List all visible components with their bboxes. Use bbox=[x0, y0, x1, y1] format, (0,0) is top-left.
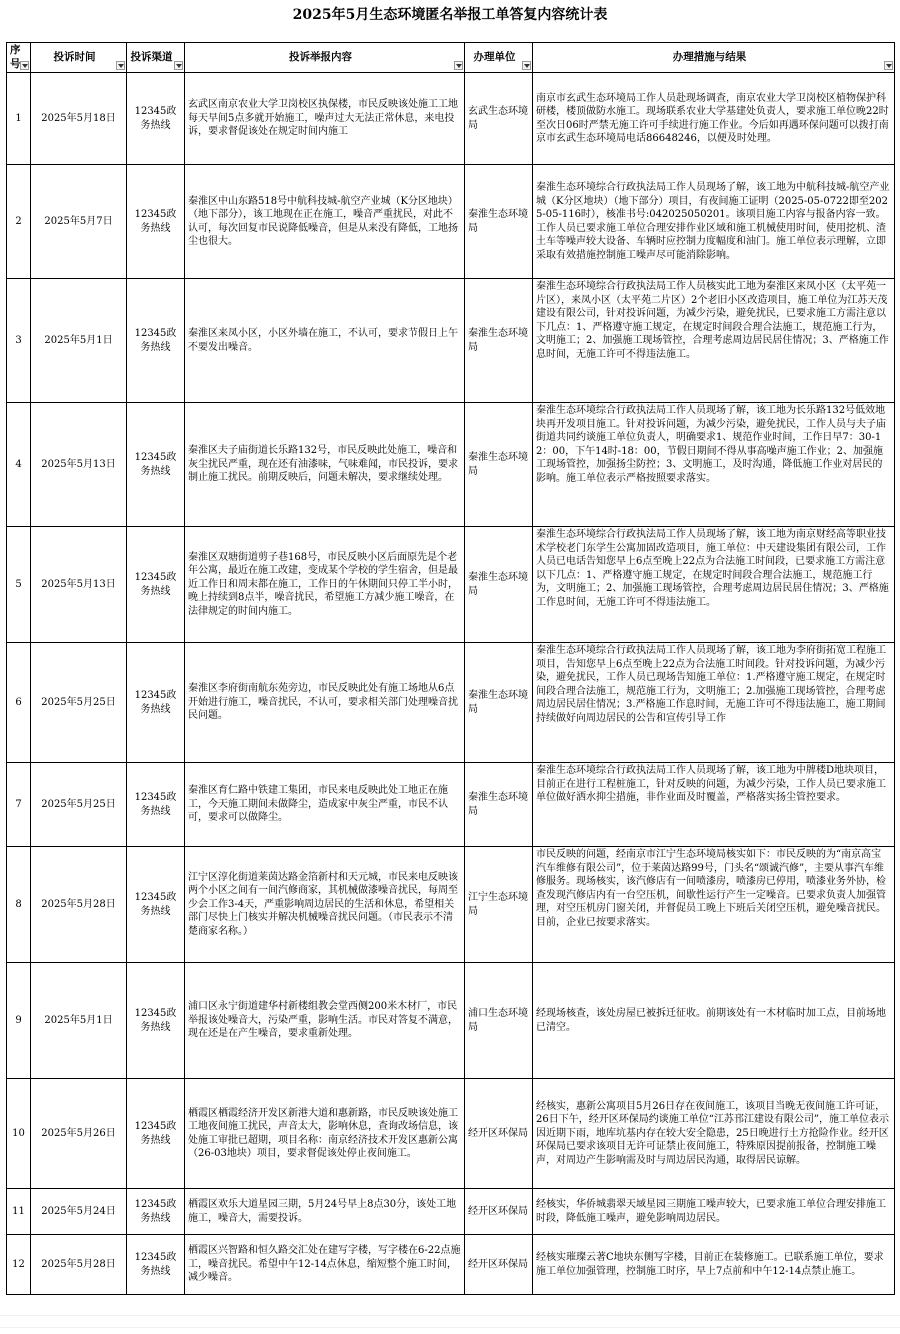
cell-time: 2025年5月7日 bbox=[31, 165, 127, 279]
table-row bbox=[7, 527, 895, 643]
page-title: 2025年5月生态环境匿名举报工单答复内容统计表 bbox=[292, 7, 608, 23]
cell-unit: 玄武生态环境局 bbox=[465, 73, 533, 165]
header-channel bbox=[127, 43, 185, 73]
cell-result: 经现场核查，该处房屋已被拆迁征收。前期该处有一木材临时加工点，目前场地已清空。 bbox=[533, 963, 895, 1079]
header-result-label: 办理措施与结果 bbox=[672, 50, 747, 63]
header-seq bbox=[7, 43, 31, 73]
cell-time: 2025年5月13日 bbox=[31, 403, 127, 527]
table-row bbox=[7, 1235, 895, 1295]
header-unit-label: 办理单位 bbox=[473, 50, 516, 63]
cell-time: 2025年5月25日 bbox=[31, 763, 127, 847]
cell-time: 2025年5月24日 bbox=[31, 1189, 127, 1235]
header-seq-label: 序号 bbox=[10, 44, 21, 70]
cell-time: 2025年5月18日 bbox=[31, 73, 127, 165]
cell-time: 2025年5月28日 bbox=[31, 847, 127, 963]
cell-channel: 12345政务热线 bbox=[127, 1235, 185, 1295]
table-row bbox=[7, 963, 895, 1079]
cell-content: 浦口区永宁街道建华村新楼组教会堂西侧200米木材厂，市民举报该处噪音大，污染严重，影响生活。市民对答复不满意，现在还是在产生噪音，要求重新处理。 bbox=[185, 963, 465, 1079]
cell-channel: 12345政务热线 bbox=[127, 963, 185, 1079]
cell-unit: 秦淮生态环境局 bbox=[465, 763, 533, 847]
cell-unit: 秦淮生态环境局 bbox=[465, 643, 533, 763]
cell-time: 2025年5月28日 bbox=[31, 1235, 127, 1295]
cell-unit: 秦淮生态环境局 bbox=[465, 165, 533, 279]
cell-seq: 7 bbox=[7, 763, 31, 847]
cell-result: 秦淮生态环境综合行政执法局工作人员现场了解，该工地为南京财经高等职业技术学校老门东学生公寓加固改造项目，施工单位：中天建设集团有限公司，工作人员已电话告知您早上6点至晚上22点为合法施工时间段，已要求施工方需注意以下几点：1、严格遵守施工规定，在规定时间段合理合法施工，规范施工行为，文明施工；2、加强施工现场管控，合理考虑周边居民居住情况；3、严格施工作息时间，无施工许可不得违法施工。 bbox=[533, 527, 895, 643]
cell-content: 玄武区南京农业大学卫岗校区执保楼，市民反映该处施工工地每天早间5点多就开始施工，噪声过大无法正常休息，来电投诉，要求督促该处在规定时间内施工 bbox=[185, 73, 465, 165]
cell-content: 栖霞区栖霞经济开发区新港大道和惠新路，市民反映该处施工工地夜间施工扰民，声音太大，影响休息，查询改场信息，该处施工审批已超期，项目名称：南京经济技术开发区惠新公寓（26-03地块）项目，要求督促该处停止夜间施工。 bbox=[185, 1079, 465, 1189]
cell-result: 秦淮生态环境综合行政执法局工作人员现场了解，该工地为中航科技城-航空产业城（K分区地块）（地下部分）项目，有夜间施工证明（2025-05-0722即至2025-05-116时），核准书号:042025050201。该项目施工内容与报备内容一致。工作人员已要求施工单位合理安排作业区域和施工机械使用时间，使用挖机、渣土车等噪声较大设备、车辆时应控制力度幅度和油门。施工单位表示理解，立即采取有效措施控制施工噪声尽可能消除影响。 bbox=[533, 165, 895, 279]
cell-seq: 9 bbox=[7, 963, 31, 1079]
cell-content: 栖霞区欢乐大道星园三期，5月24号早上8点30分，该处工地施工，噪音大，需要投诉。 bbox=[185, 1189, 465, 1235]
cell-content: 栖霞区兴智路和恒久路交汇处在建写字楼，写字楼在6-22点施工，噪音扰民。希望中午12-14点休息，缩短整个施工时间，减少噪音。 bbox=[185, 1235, 465, 1295]
cell-content: 秦淮区来凤小区，小区外墙在施工，不认可，要求节假日上午不要发出噪音。 bbox=[185, 279, 465, 403]
cell-unit: 经开区环保局 bbox=[465, 1235, 533, 1295]
cell-content: 江宁区淳化街道莱茵达路金箔新村和天元城，市民来电反映该两个小区之间有一间汽修商家，其机械做漆噪音扰民，每周至少会工作3-4天，严重影响周边居民的生活和休息，希望相关部门尽快上门核实并解决机械噪音扰民问题。（市民表示不清楚商家名称。） bbox=[185, 847, 465, 963]
table-row bbox=[7, 1189, 895, 1235]
table-row bbox=[7, 73, 895, 165]
cell-unit: 秦淮生态环境局 bbox=[465, 527, 533, 643]
cell-result: 秦淮生态环境综合行政执法局工作人员现场了解，该工地为中牌楼D地块项目，目前正在进行工程桩施工，针对反映的问题，为减少污染，工作人员已要求施工单位做好洒水抑尘措施，非作业面及时覆盖，严格落实扬尘管控要求。 bbox=[533, 763, 895, 847]
filter-dropdown-icon[interactable] bbox=[454, 61, 463, 70]
cell-content: 秦淮区中山东路518号中航科技城-航空产业城（K分区地块）（地下部分），该工地现在正在施工，噪音严重扰民，对此不认可，每次回复市民说降低噪音，但是从来没有降低，工地扬尘也很大。 bbox=[185, 165, 465, 279]
cell-seq: 4 bbox=[7, 403, 31, 527]
cell-channel: 12345政务热线 bbox=[127, 643, 185, 763]
cell-result: 经核实璀璨云著C地块东侧写字楼，目前正在装修施工。已联系施工单位，要求施工单位加强管理，控制施工时序，早上7点前和中午12-14点禁止施工。 bbox=[533, 1235, 895, 1295]
cell-channel: 12345政务热线 bbox=[127, 527, 185, 643]
header-content bbox=[185, 43, 465, 73]
cell-channel: 12345政务热线 bbox=[127, 73, 185, 165]
cell-seq: 6 bbox=[7, 643, 31, 763]
table-row bbox=[7, 279, 895, 403]
cell-unit: 秦淮生态环境局 bbox=[465, 403, 533, 527]
cell-channel: 12345政务热线 bbox=[127, 1079, 185, 1189]
table-row bbox=[7, 847, 895, 963]
cell-seq: 12 bbox=[7, 1235, 31, 1295]
filter-dropdown-icon[interactable] bbox=[174, 61, 183, 70]
cell-content: 秦淮区李府街南航东苑旁边，市民反映此处有施工场地从6点开始进行施工，噪音扰民，不认可，要求相关部门处理噪音扰民问题。 bbox=[185, 643, 465, 763]
cell-time: 2025年5月25日 bbox=[31, 643, 127, 763]
cell-content: 秦淮区双塘街道剪子巷168号，市民反映小区后面原先是个老年公寓，最近在施工改建，变成某个学校的学生宿舍，但是最近工作日和周末都在施工，工作日的午休期间只停工半小时，晚上持续到8点半，噪音扰民，希望施工方减少施工噪音，在法律规定的时间内施工。 bbox=[185, 527, 465, 643]
cell-time: 2025年5月1日 bbox=[31, 963, 127, 1079]
complaint-table bbox=[6, 42, 895, 1295]
table-row bbox=[7, 763, 895, 847]
table-row bbox=[7, 165, 895, 279]
header-result bbox=[533, 43, 895, 73]
filter-dropdown-icon[interactable] bbox=[522, 61, 531, 70]
cell-seq: 11 bbox=[7, 1189, 31, 1235]
header-content-label: 投诉举报内容 bbox=[289, 50, 352, 63]
cell-result: 南京市玄武生态环境局工作人员赴现场调查，南京农业大学卫岗校区植物保护科研楼，楼顶做防水施工。现场联系农业大学基建处负责人，要求施工单位晚22时至次日06时严禁无施工许可手续进行施工作业。今后如再遇环保问题可以拨打南京市玄武生态环境局电话86648246，以便及时处理。 bbox=[533, 73, 895, 165]
cell-time: 2025年5月1日 bbox=[31, 279, 127, 403]
cell-content: 秦淮区育仁路中铁建工集团，市民来电反映此处工地正在施工，今天施工期间未做降尘，造成家中灰尘严重，市民不认可，要求可以做降尘。 bbox=[185, 763, 465, 847]
cell-result: 经核实，华侨城翡翠天域星园三期施工噪声较大，已要求施工单位合理安排施工时段，降低施工噪声，避免影响周边居民。 bbox=[533, 1189, 895, 1235]
cell-result: 秦淮生态环境综合行政执法局工作人员核实此工地为秦淮区来凤小区（太平苑一片区），来凤小区（太平苑二片区）2个老旧小区改造项目，施工单位为江苏天茂建设有限公司，针对投诉问题，为减少污染，避免扰民，已要求施工方需注意以下几点：1、严格遵守施工规定，在规定时间段合理合法施工，规范施工行为，文明施工；2、加强施工现场管控，合理考虑周边居民居住情况；3、严格施工作息时间，无施工许可不得违法施工。 bbox=[533, 279, 895, 403]
cell-channel: 12345政务热线 bbox=[127, 165, 185, 279]
cell-unit: 浦口生态环境局 bbox=[465, 963, 533, 1079]
cell-channel: 12345政务热线 bbox=[127, 403, 185, 527]
cell-seq: 2 bbox=[7, 165, 31, 279]
cell-time: 2025年5月13日 bbox=[31, 527, 127, 643]
table-row bbox=[7, 643, 895, 763]
cell-channel: 12345政务热线 bbox=[127, 1189, 185, 1235]
cell-channel: 12345政务热线 bbox=[127, 763, 185, 847]
cell-seq: 8 bbox=[7, 847, 31, 963]
header-row bbox=[7, 43, 895, 73]
cell-seq: 5 bbox=[7, 527, 31, 643]
cell-seq: 10 bbox=[7, 1079, 31, 1189]
cell-content: 秦淮区夫子庙街道长乐路132号，市民反映此处施工，噪音和灰尘扰民严重，现在还有油漆味，气味难闻，市民投诉，要求制止施工扰民。前期反映后，问题未解决，要求继续处理。 bbox=[185, 403, 465, 527]
cell-unit: 江宁生态环境局 bbox=[465, 847, 533, 963]
header-time-label: 投诉时间 bbox=[53, 50, 96, 63]
filter-dropdown-icon[interactable] bbox=[116, 61, 125, 70]
table-row bbox=[7, 1079, 895, 1189]
cell-result: 秦淮生态环境综合行政执法局工作人员现场了解，该工地为长乐路132号低效地块再开发项目施工。针对投诉问题，为减少污染，避免扰民，工作人员与夫子庙街道共同约谈施工单位负责人，明确要求1、规范作业时间，工作日早7：30-12：00，下午14时-18：00，节假日期间不得从事高噪声施工作业；2、加强施工现场管控，加强扬尘防控；3、文明施工，及时沟通，降低施工作业对居民的影响。施工单位表示严格按照要求落实。 bbox=[533, 403, 895, 527]
header-channel-label: 投诉渠道 bbox=[130, 50, 173, 63]
cell-result: 市民反映的问题，经南京市江宁生态环境局核实如下：市民反映的为“南京高宝汽车维修有限公司”，位于莱茵达路99号，门头名“颂诚汽修”，主要从事汽车维修服务。现场核实，该汽修店有一间喷漆房，喷漆房已停用，喷漆业务外协，检查发现汽修店内有一台空压机，间歇性运行产生一定噪音。已要求负责人加强管理，对空压机房门窗关闭，并督促员工晚上下班后关闭空压机，避免噪音扰民。目前，企业已按要求落实。 bbox=[533, 847, 895, 963]
cell-time: 2025年5月26日 bbox=[31, 1079, 127, 1189]
cell-unit: 经开区环保局 bbox=[465, 1189, 533, 1235]
cell-result: 经核实，惠新公寓项目5月26日存在夜间施工，该项目当晚无夜间施工许可证，26日下午，经开区环保局约谈施工单位“江苏邗江建设有限公司”，施工单位表示因近期下雨，地库坑基内存在较大安全隐患，25日晚进行土方抢险作业。经开区环保局已要求该项目无许可证禁止夜间施工，特殊原因提前报备，控制施工噪声，对周边产生影响需及时与周边居民沟通，取得居民谅解。 bbox=[533, 1079, 895, 1189]
filter-dropdown-icon[interactable] bbox=[20, 61, 29, 70]
cell-seq: 1 bbox=[7, 73, 31, 165]
table-row bbox=[7, 403, 895, 527]
cell-unit: 秦淮生态环境局 bbox=[465, 279, 533, 403]
header-time bbox=[31, 43, 127, 73]
cell-channel: 12345政务热线 bbox=[127, 279, 185, 403]
filter-dropdown-icon[interactable] bbox=[884, 61, 893, 70]
cell-channel: 12345政务热线 bbox=[127, 847, 185, 963]
header-unit bbox=[465, 43, 533, 73]
cell-result: 秦淮生态环境综合行政执法局工作人员现场了解，该工地为李府街拓宽工程施工项目，告知您早上6点至晚上22点为合法施工时间段。针对投诉问题，为减少污染，避免扰民，工作人员已现场告知施工单位：1.严格遵守施工规定，在规定时间段合理合法施工，规范施工行为，文明施工；2.加强施工现场管控，合理考虑周边居民居住情况；3.严格施工作息时间，无施工许可不得违法施工，施工期间持续做好向周边居民的公告和宣传引导工作 bbox=[533, 643, 895, 763]
empty-sheet-rows bbox=[0, 1304, 900, 1334]
cell-seq: 3 bbox=[7, 279, 31, 403]
cell-unit: 经开区环保局 bbox=[465, 1079, 533, 1189]
